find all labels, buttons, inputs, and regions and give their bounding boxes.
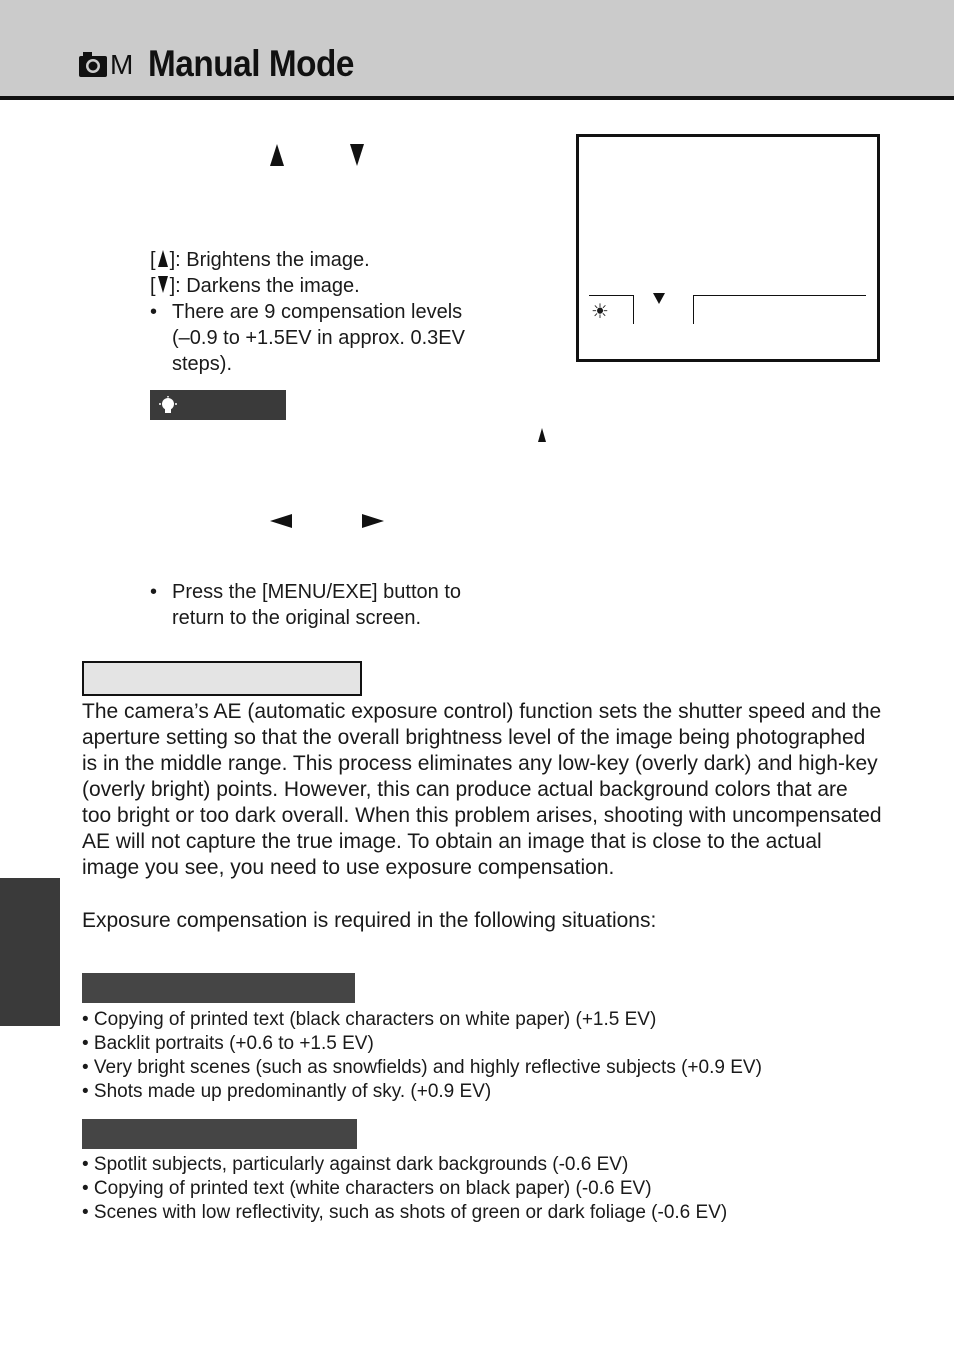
camera-icon [78, 50, 108, 78]
levels-line: steps). [172, 353, 233, 375]
list-item: • Very bright scenes (such as snowfields) and highly reflective subjects (+0.9 EV) [82, 1057, 762, 1078]
situations-text: Exposure compensation is required in the following situations: [82, 909, 657, 932]
down-arrow-icon [158, 276, 168, 293]
body-paragraph: The camera’s AE (automatic exposure control) function sets the shutter speed and the aperture setting so that the overall brightness level of the image being photographed is in the middle range. This process eliminates any low-key (overly dark) and high-key (overly bright) points. However, this can produce actual background colors that are too bright or too dark overall. When this problem arises, shooting with uncompensated AE will not capture the true image. To obtain an image that is close to the actual image you see, you need to use exposure compensation. [82, 700, 882, 879]
plus-compensation-heading-bar [82, 973, 355, 1003]
brighten-line: [ ]: Brightens the image. [150, 249, 370, 271]
lcd-segment [693, 295, 866, 324]
list-item: • Scenes with low reflectivity, such as shots of green or dark foliage (-0.6 EV) [82, 1202, 728, 1223]
list-item: • Backlit portraits (+0.6 to +1.5 EV) [82, 1033, 374, 1054]
darken-line: [ ]: Darkens the image. [150, 275, 360, 297]
bullet: • [150, 301, 158, 323]
darken-text: : Darkens the image. [175, 275, 360, 297]
up-arrow-icon [270, 144, 284, 166]
menu-line: Press the [MENU/EXE] button to [172, 581, 462, 603]
left-arrow-icon [270, 514, 292, 528]
section-heading-box [82, 661, 362, 696]
down-arrow-icon [653, 293, 665, 304]
page-header [0, 0, 954, 100]
bullet: • [150, 581, 158, 603]
minus-compensation-list [82, 1153, 902, 1225]
list-item: • Copying of printed text (black characters on white paper) (+1.5 EV) [82, 1009, 657, 1030]
up-arrow-icon [538, 428, 546, 442]
side-tab [0, 878, 60, 1026]
down-arrow-icon [350, 144, 364, 166]
brighten-text: : Brightens the image. [175, 249, 370, 271]
plus-compensation-list [82, 1008, 902, 1104]
levels-line: (–0.9 to +1.5EV in approx. 0.3EV [172, 327, 465, 349]
minus-compensation-heading-bar [82, 1119, 357, 1149]
list-item: • Copying of printed text (white characters on black paper) (-0.6 EV) [82, 1178, 652, 1199]
levels-line: There are 9 compensation levels [172, 301, 463, 323]
list-item: • Spotlit subjects, particularly against dark backgrounds (-0.6 EV) [82, 1154, 629, 1175]
up-arrow-icon [158, 250, 168, 267]
sun-icon: ☀ [591, 301, 609, 323]
lcd-screen-illustration [576, 134, 880, 362]
page-title: Manual Mode [148, 43, 354, 84]
right-arrow-icon [362, 514, 384, 528]
lightbulb-icon [158, 396, 178, 414]
menu-line: return to the original screen. [172, 607, 422, 629]
mode-letter: M [110, 49, 134, 80]
list-item: • Shots made up predominantly of sky. (+0.9 EV) [82, 1081, 492, 1102]
